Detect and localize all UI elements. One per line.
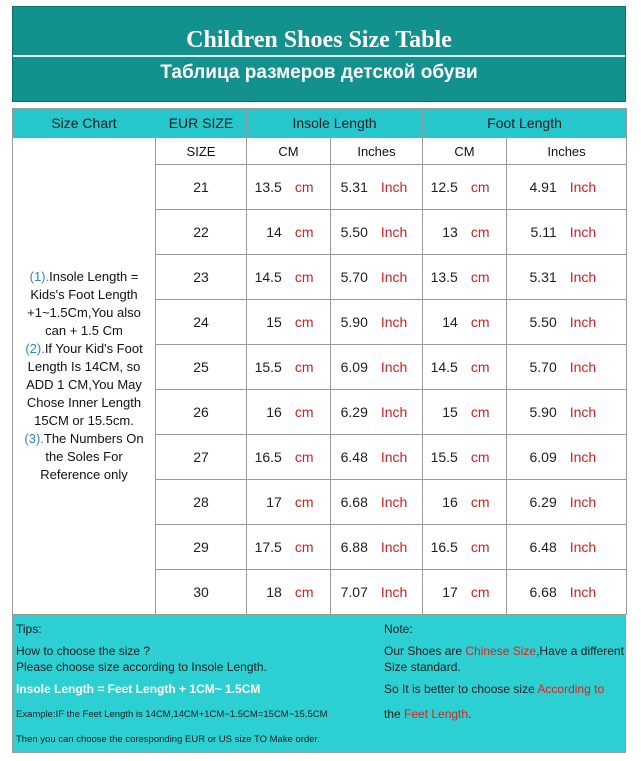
insole-cm-cell [247, 210, 331, 255]
note-fragment: the [384, 707, 405, 721]
value: 16.5 [430, 539, 458, 555]
title-banner [12, 6, 626, 102]
foot-cm-cell [423, 165, 507, 210]
value: 6.09 [529, 449, 557, 465]
note-number-3: (3). [24, 431, 44, 446]
value: 15.5 [430, 449, 458, 465]
eur-size-cell: 29 [156, 525, 247, 570]
value: 6.09 [340, 359, 368, 375]
unit-label: cm [470, 539, 490, 555]
title-english: Children Shoes Size Table [186, 27, 452, 53]
note-text: +1~1.5Cm,You also [27, 305, 141, 320]
insole-cm-cell [247, 255, 331, 300]
note-number-2: (2). [25, 341, 45, 356]
value: 14 [266, 224, 282, 240]
eur-size-cell: 26 [156, 390, 247, 435]
eur-size-cell: 30 [156, 570, 247, 615]
unit-label: Inch [569, 449, 597, 465]
insole-cm-cell [247, 165, 331, 210]
foot-inch-cell [507, 255, 627, 300]
unit-label: cm [294, 224, 314, 240]
tips-label: Tips: [16, 622, 42, 636]
note-text: 15CM or 15.5cm. [34, 413, 134, 428]
foot-cm-cell [423, 300, 507, 345]
note-text: Kids's Foot Length [30, 287, 138, 302]
foot-cm-cell [423, 525, 507, 570]
header-foot-length: Foot Length [423, 109, 627, 138]
insole-inch-cell [331, 300, 423, 345]
eur-size-cell: 25 [156, 345, 247, 390]
tips-panel [12, 615, 626, 753]
insole-cm-cell [247, 435, 331, 480]
foot-inch-cell [507, 525, 627, 570]
value: 16 [266, 404, 282, 420]
foot-cm-cell [423, 435, 507, 480]
unit-label: cm [294, 404, 314, 420]
unit-label: Inch [569, 494, 597, 510]
unit-label: cm [294, 584, 314, 600]
size-notes [13, 138, 156, 615]
header-eur-size: EUR SIZE [156, 109, 247, 138]
value: 6.48 [529, 539, 557, 555]
value: 6.48 [340, 449, 368, 465]
subheader-size: SIZE [156, 138, 247, 165]
value: 6.68 [529, 584, 557, 600]
tips-then-choose: Then you can choose the coresponding EUR or US size TO Make order. [16, 734, 320, 745]
insole-cm-cell [247, 525, 331, 570]
size-table-sheet [12, 6, 626, 753]
foot-cm-cell [423, 480, 507, 525]
banner-divider [13, 55, 625, 57]
note-text: Length Is 14CM, so [27, 359, 141, 374]
unit-label: cm [470, 494, 490, 510]
value: 4.91 [529, 179, 557, 195]
note-highlight-chinese-size: Chinese Size [465, 644, 537, 658]
unit-label: cm [294, 449, 314, 465]
insole-cm-cell [247, 390, 331, 435]
value: 5.90 [340, 314, 368, 330]
insole-inch-cell [331, 480, 423, 525]
value: 6.29 [529, 494, 557, 510]
eur-size-cell: 23 [156, 255, 247, 300]
subheader-foot-inches: Inches [507, 138, 627, 165]
value: 5.50 [529, 314, 557, 330]
foot-inch-cell [507, 390, 627, 435]
value: 17 [442, 584, 458, 600]
unit-label: Inch [380, 224, 408, 240]
unit-label: Inch [380, 539, 408, 555]
title-russian: Таблица размеров детской обуви [160, 62, 478, 83]
subheader-insole-inches: Inches [331, 138, 423, 165]
value: 6.88 [340, 539, 368, 555]
insole-cm-cell [247, 300, 331, 345]
unit-label: cm [294, 269, 314, 285]
foot-inch-cell [507, 165, 627, 210]
foot-cm-cell [423, 570, 507, 615]
foot-cm-cell [423, 210, 507, 255]
foot-inch-cell [507, 300, 627, 345]
value: 5.70 [529, 359, 557, 375]
unit-label: Inch [380, 449, 408, 465]
value: 16.5 [254, 449, 282, 465]
value: 5.11 [530, 224, 557, 240]
insole-inch-cell [331, 255, 423, 300]
unit-label: Inch [380, 269, 408, 285]
value: 15 [442, 404, 458, 420]
note-text: Chose Inner Length [26, 395, 142, 410]
note-label: Note: [384, 622, 413, 636]
tips-formula: Insole Length = Feet Length + 1CM~ 1.5CM [16, 682, 261, 696]
note-fragment: . [468, 707, 472, 721]
value: 15 [266, 314, 282, 330]
eur-size-cell: 28 [156, 480, 247, 525]
insole-inch-cell [331, 525, 423, 570]
note-text: If Your Kid's Foot [44, 341, 143, 356]
unit-label: Inch [380, 314, 408, 330]
foot-inch-cell [507, 570, 627, 615]
eur-size-cell: 27 [156, 435, 247, 480]
unit-label: cm [470, 314, 490, 330]
insole-inch-cell [331, 165, 423, 210]
unit-label: Inch [380, 359, 408, 375]
unit-label: Inch [569, 359, 597, 375]
unit-label: cm [294, 179, 314, 195]
foot-cm-cell [423, 390, 507, 435]
subheader-insole-cm: CM [247, 138, 331, 165]
unit-label: Inch [569, 584, 597, 600]
note-text: Insole Length = [49, 269, 139, 284]
value: 13.5 [254, 179, 282, 195]
subheader-row [13, 138, 627, 165]
unit-label: cm [294, 539, 314, 555]
foot-inch-cell [507, 480, 627, 525]
unit-label: cm [470, 449, 490, 465]
unit-label: Inch [569, 404, 597, 420]
note-size-standard: Size standard. [384, 660, 461, 674]
value: 17.5 [254, 539, 282, 555]
note-text: ADD 1 CM,You May [26, 377, 142, 392]
insole-inch-cell [331, 435, 423, 480]
eur-size-cell: 21 [156, 165, 247, 210]
value: 14.5 [430, 359, 458, 375]
foot-cm-cell [423, 345, 507, 390]
header-insole-length: Insole Length [247, 109, 423, 138]
note-text: The Numbers On [43, 431, 144, 446]
value: 6.29 [340, 404, 368, 420]
value: 5.31 [529, 269, 557, 285]
unit-label: Inch [569, 224, 597, 240]
note-chinese-size [384, 644, 624, 658]
value: 14 [442, 314, 458, 330]
unit-label: Inch [569, 179, 597, 195]
insole-inch-cell [331, 210, 423, 255]
foot-cm-cell [423, 255, 507, 300]
header-size-chart: Size Chart [13, 109, 156, 138]
foot-inch-cell [507, 435, 627, 480]
value: 5.50 [340, 224, 368, 240]
note-text: Reference only [40, 467, 128, 482]
unit-label: Inch [569, 269, 597, 285]
unit-label: cm [294, 359, 314, 375]
tips-choose-by-insole: Please choose size according to Insole Length. [16, 660, 267, 674]
unit-label: cm [294, 314, 314, 330]
unit-label: Inch [380, 584, 408, 600]
unit-label: cm [470, 224, 490, 240]
eur-size-cell: 24 [156, 300, 247, 345]
unit-label: cm [470, 404, 490, 420]
value: 5.70 [340, 269, 368, 285]
eur-size-cell: 22 [156, 210, 247, 255]
note-fragment: Our Shoes are [384, 644, 466, 658]
note-better-choose [384, 682, 604, 696]
unit-label: Inch [380, 404, 408, 420]
value: 12.5 [430, 179, 458, 195]
value: 13.5 [430, 269, 458, 285]
note-text: the Soles For [45, 449, 123, 464]
insole-cm-cell [247, 570, 331, 615]
note-highlight-according: According to [537, 682, 605, 696]
insole-inch-cell [331, 390, 423, 435]
unit-label: cm [470, 584, 490, 600]
note-fragment: ,Have a different [536, 644, 624, 658]
value: 17 [266, 494, 282, 510]
note-fragment: So It is better to choose size [384, 682, 538, 696]
unit-label: Inch [569, 314, 597, 330]
value: 7.07 [340, 584, 368, 600]
note-highlight-feet-length: Feet Length [404, 707, 469, 721]
unit-label: cm [470, 269, 490, 285]
value: 18 [266, 584, 282, 600]
foot-inch-cell [507, 345, 627, 390]
note-number-1: (1). [29, 269, 50, 284]
unit-label: cm [470, 179, 490, 195]
value: 15.5 [254, 359, 282, 375]
value: 5.31 [340, 179, 368, 195]
tips-example: Example:IF the Feet Length is 14CM,14CM+1CM~1.5CM=15CM~15.5CM [16, 709, 328, 720]
insole-inch-cell [331, 345, 423, 390]
insole-cm-cell [247, 345, 331, 390]
value: 13 [442, 224, 458, 240]
unit-label: cm [470, 359, 490, 375]
insole-cm-cell [247, 480, 331, 525]
subheader-foot-cm: CM [423, 138, 507, 165]
note-feet-length [384, 707, 471, 721]
value: 16 [442, 494, 458, 510]
value: 5.90 [529, 404, 557, 420]
unit-label: Inch [380, 179, 408, 195]
foot-inch-cell [507, 210, 627, 255]
unit-label: Inch [569, 539, 597, 555]
unit-label: Inch [380, 494, 408, 510]
size-table [12, 108, 627, 615]
unit-label: cm [294, 494, 314, 510]
note-text: can + 1.5 Cm [45, 323, 123, 338]
value: 6.68 [340, 494, 368, 510]
value: 14.5 [254, 269, 282, 285]
insole-inch-cell [331, 570, 423, 615]
tips-how-to-choose: How to choose the size ? [16, 644, 151, 658]
